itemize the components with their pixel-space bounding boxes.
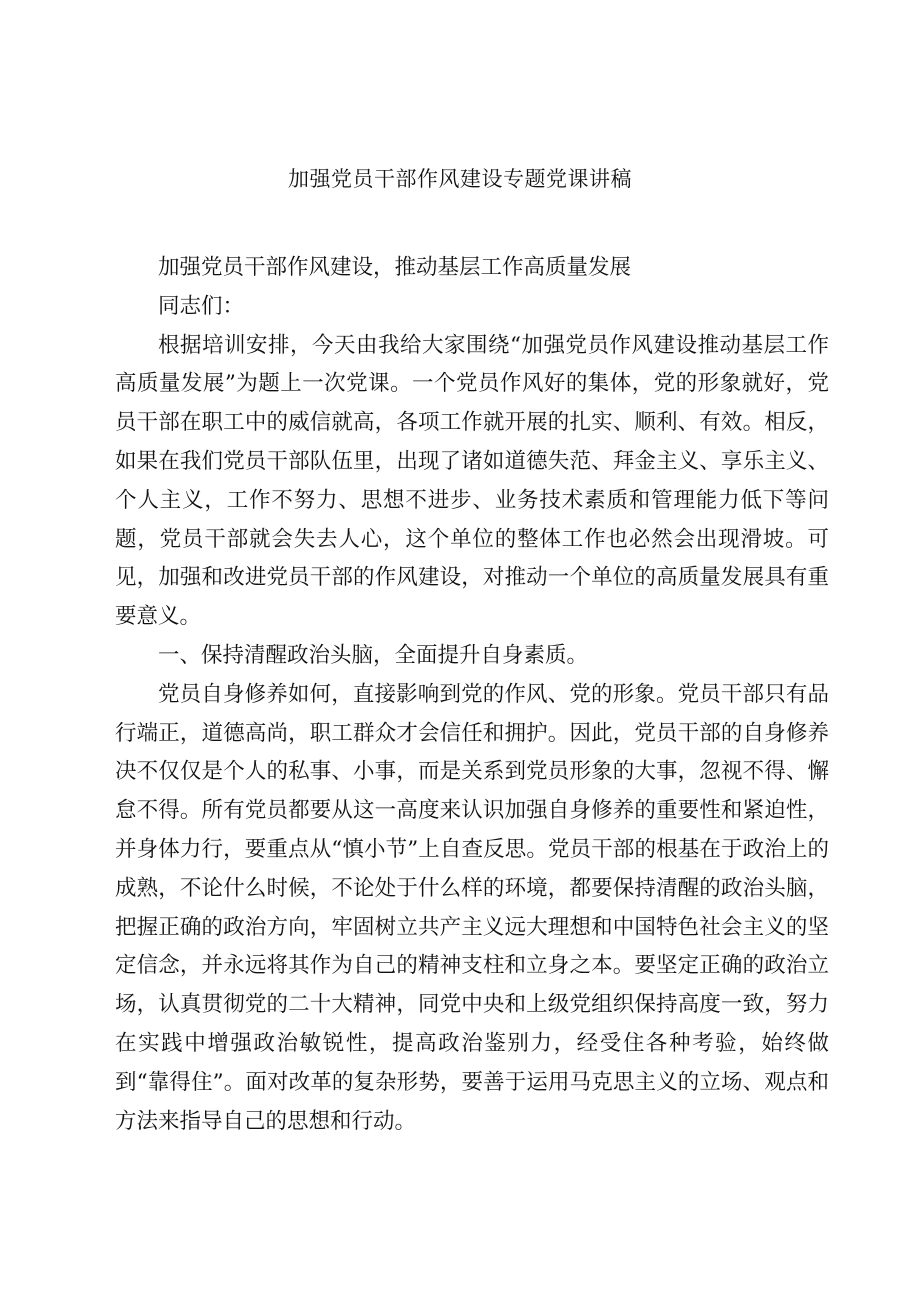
document-subtitle: 加强党员干部作风建设，推动基层工作高质量发展 (158, 255, 632, 280)
section-heading-1: 一、保持清醒政治头脑，全面提升自身素质。 (158, 642, 589, 668)
salutation: 同志们： (158, 293, 245, 319)
intro-paragraph: 根据培训安排，今天由我给大家围绕“加强党员作风建设推动基层工作高质量发展”为题上一次党课。一个党员作风好的集体，党的形象就好，党员干部在职工中的威信就高，各项工作就开展的扎实、顺利、有效。相反，如果在我们党员干部队伍里，出现了诸如道德失范、拜金主义、享乐主义、个人主义，工作不努力、思想不进步、业务技术素质和管理能力低下等问题，党员干部就会失去人心，这个单位的整体工作也必然会出现滑坡。可见，加强和改进党员干部的作风建设，对推动一个单位的高质量发展具有重要意义。 (115, 332, 829, 630)
section-paragraph-1: 党员自身修养如何，直接影响到党的作风、党的形象。党员干部只有品行端正，道德高尚，职工群众才会信任和拥护。因此，党员干部的自身修养决不仅仅是个人的私事、小事，而是关系到党员形象的大事，忽视不得、懈怠不得。所有党员都要从这一高度来认识加强自身修养的重要性和紧迫性，并身体力行，要重点从“慎小节”上自查反思。党员干部的根基在于政治上的成熟，不论什么时候，不论处于什么样的环境，都要保持清醒的政治头脑，把握正确的政治方向，牢固树立共产主义远大理想和中国特色社会主义的坚定信念，并永远将其作为自己的精神支柱和立身之本。要坚定正确的政治立场，认真贯彻党的二十大精神，同党中央和上级党组织保持高度一致，努力在实践中增强政治敏锐性，提高政治鉴别力，经受住各种考验，始终做到“靠得住”。面对改革的复杂形势，要善于运用马克思主义的立场、观点和方法来指导自己的思想和行动。 (115, 681, 829, 1134)
document-title: 加强党员干部作风建设专题党课讲稿 (288, 167, 632, 191)
document-body (115, 249, 829, 1141)
